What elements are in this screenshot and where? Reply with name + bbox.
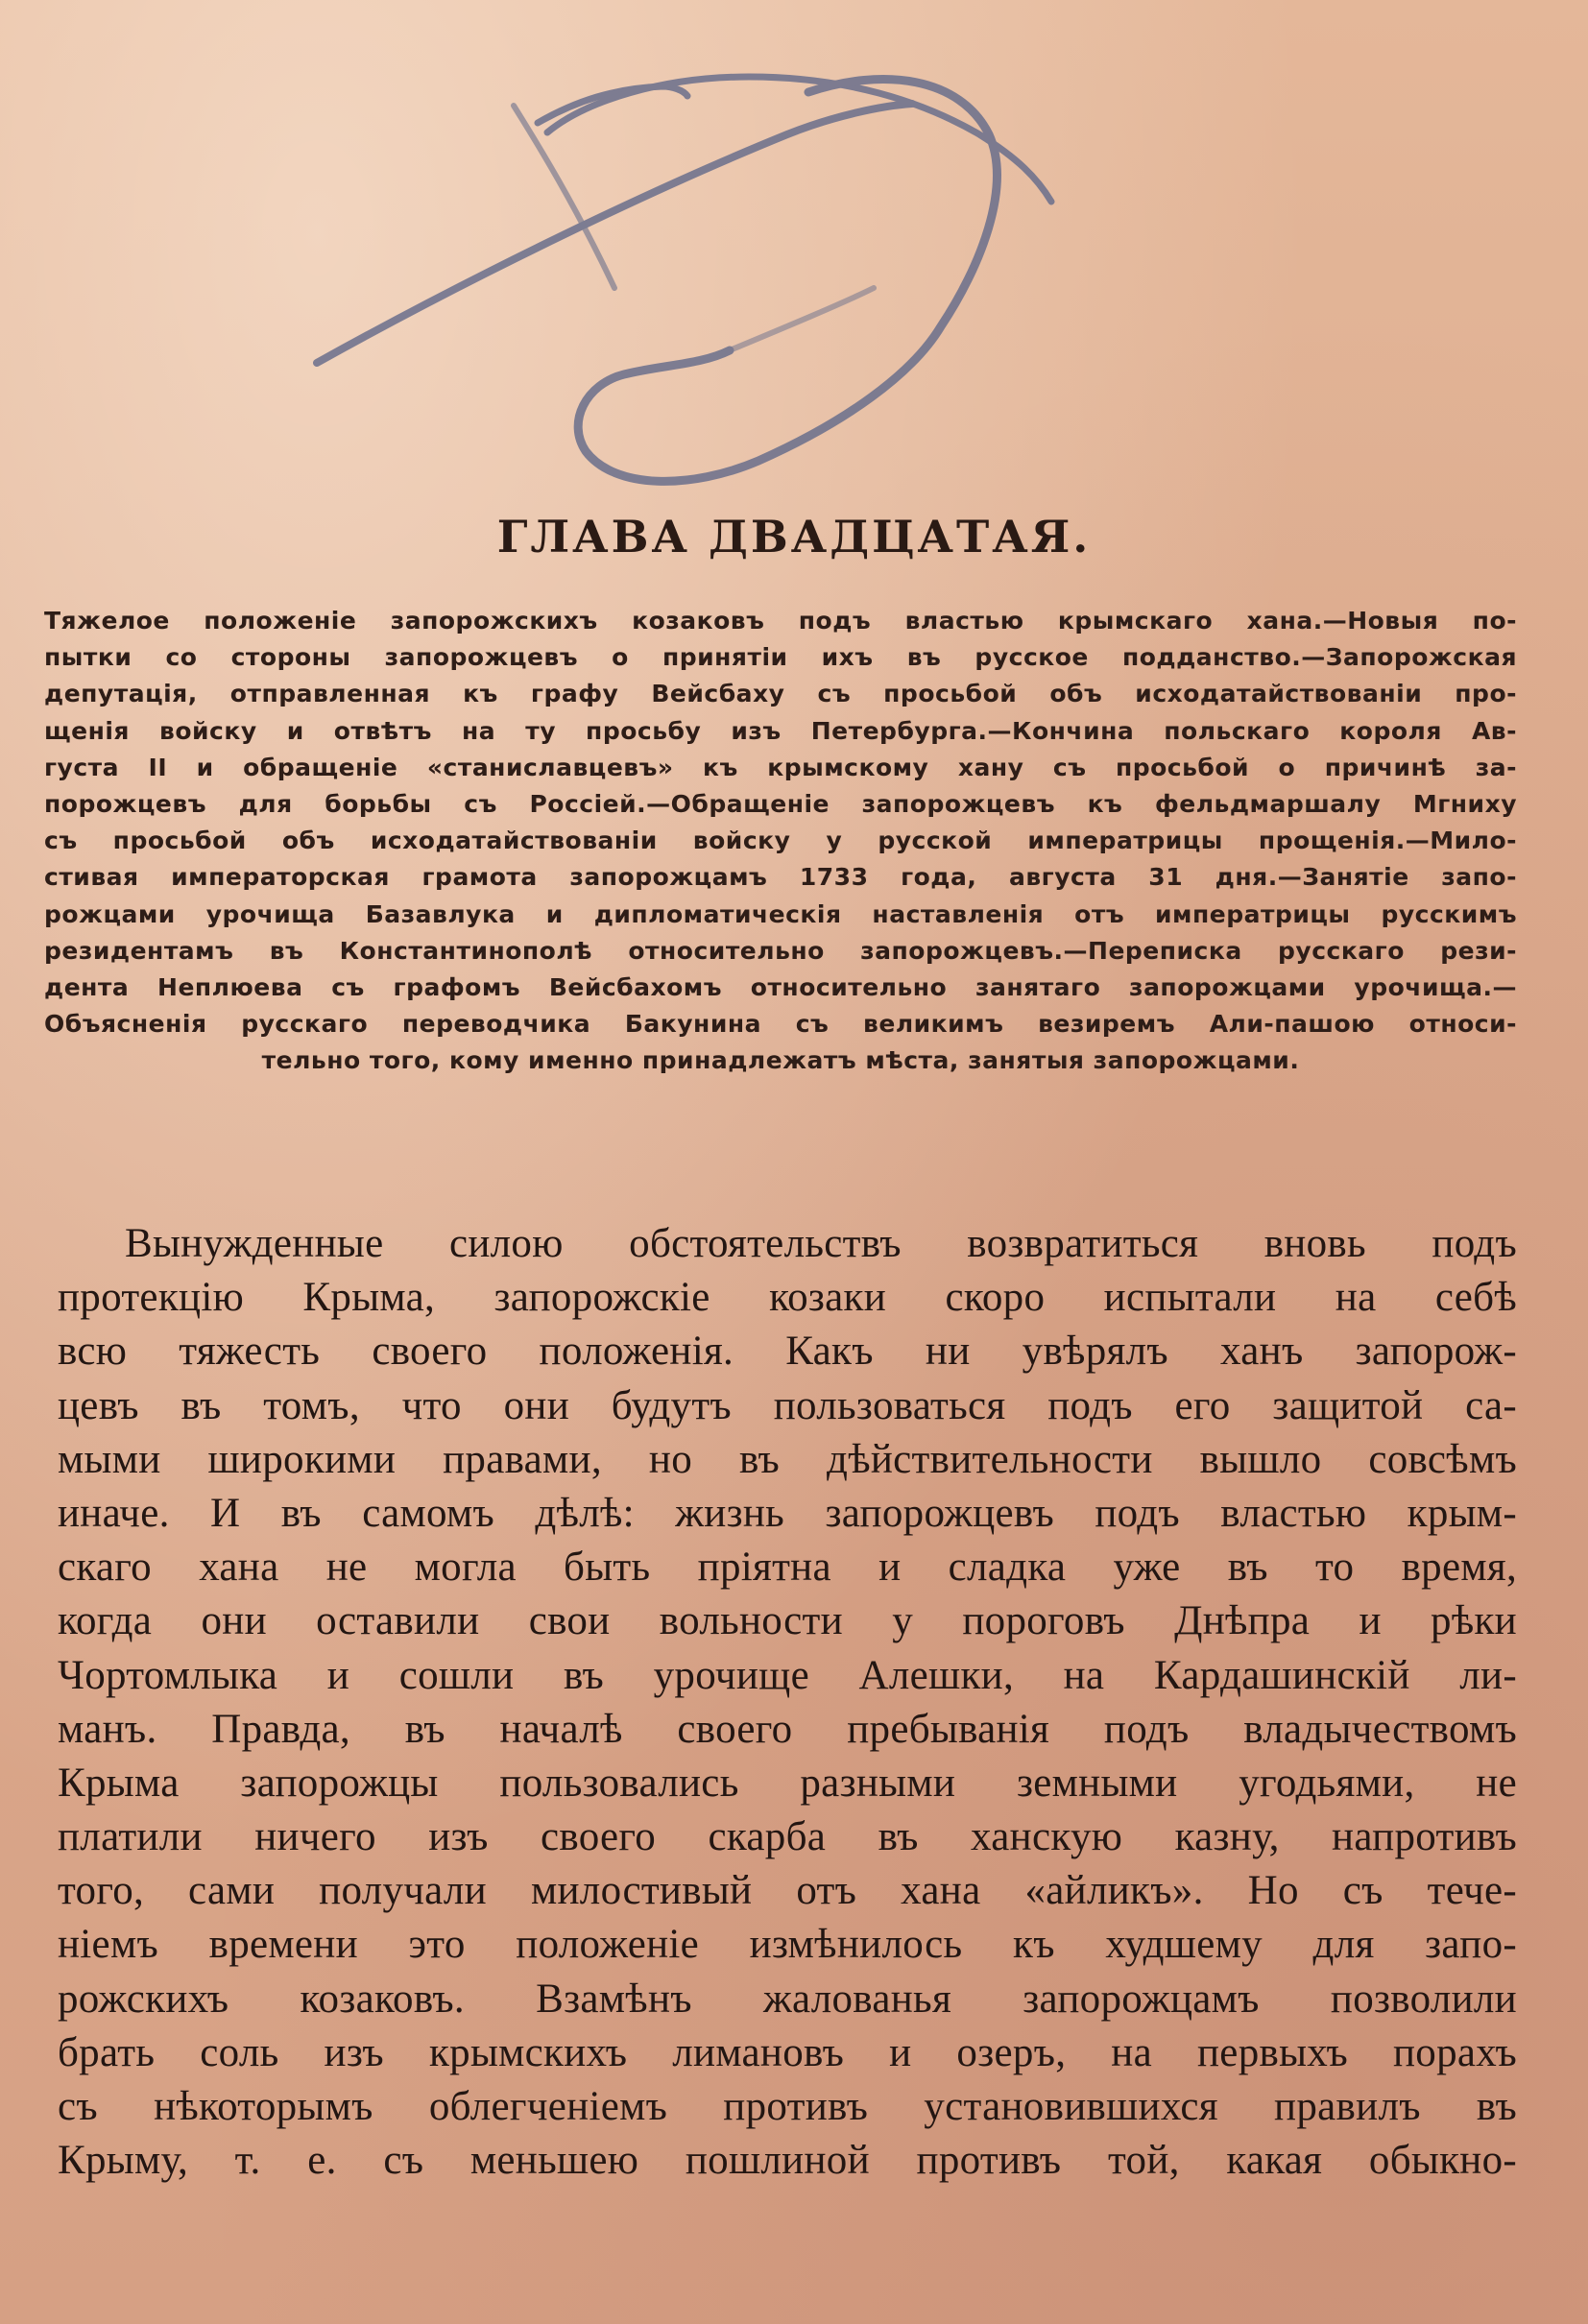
chapter-title: ГЛАВА ДВАДЦАТАЯ. xyxy=(496,511,1092,563)
summary-line: тельно того, кому именно принадлежатъ мѣста, занятыя запорожцами. xyxy=(261,1046,1300,1075)
body-line: платили ничего изъ своего скарба въ ханскую казну, напротивъ xyxy=(58,1814,1517,1860)
pencil-cross-stroke xyxy=(317,104,912,363)
body-line: съ нѣкоторымъ облегченiемъ противъ установившихся правилъ въ xyxy=(58,2084,1517,2129)
body-line: мыми широкими правами, но въ дѣйствительности вышло совсѣмъ xyxy=(58,1436,1517,1482)
summary-line: съ просьбой объ исходатайствованiи войску у русской императрицы прощенiя.—Мило- xyxy=(44,827,1517,855)
body-line: Вынужденные силою обстоятельствъ возвратиться вновь подъ xyxy=(125,1221,1517,1266)
body-line: цевъ въ томъ, что они будутъ пользоваться подъ его защитой са- xyxy=(58,1382,1517,1428)
summary-line: депутацiя, отправленная къ графу Вейсбаху съ просьбой объ исходатайствованiи про- xyxy=(44,680,1517,708)
pencil-digit-seven-stroke xyxy=(538,86,687,123)
pencil-loop-stroke xyxy=(547,77,1051,202)
summary-line: порожцевъ для борьбы съ Россiей.—Обращенiе запорожцевъ къ фельдмаршалу Мгниху xyxy=(44,789,1517,818)
pencil-digit-seven-stem xyxy=(514,106,614,288)
summary-line: стивая императорская грамота запорожцамъ 1733 года, августа 31 дня.—Занятiе запо- xyxy=(44,863,1517,892)
body-line: протекцiю Крыма, запорожскiе козаки скоро испытали на себѣ xyxy=(58,1275,1517,1321)
chapter-summary xyxy=(44,603,1517,1079)
body-line: брать соль изъ крымскихъ лимановъ и озеръ, на первыхъ порахъ xyxy=(58,2029,1517,2075)
body-line: скаго хана не могла быть прiятна и сладка уже въ то время, xyxy=(58,1545,1517,1591)
body-line: того, сами получали милостивый отъ хана «айликъ». Но съ тече- xyxy=(58,1868,1517,1914)
body-line: когда они оставили свои вольности у пороговъ Днѣпра и рѣки xyxy=(58,1598,1517,1644)
body-line: рожскихъ козаковъ. Взамѣнъ жалованья запорожцамъ позволили xyxy=(58,1976,1517,2022)
body-line: нiемъ времени это положенiе измѣнилось къ худшему для запо- xyxy=(58,1922,1517,1968)
body-line: манъ. Правда, въ началѣ своего пребыванiя подъ владычествомъ xyxy=(58,1706,1517,1752)
body-line: Чортомлыка и сошли въ урочище Алешки, на Кардашинскiй ли- xyxy=(58,1652,1517,1698)
pencil-digit-five-stroke xyxy=(578,80,997,482)
pencil-digit-five-tail xyxy=(730,288,874,350)
summary-line: рожцами урочища Базавлука и дипломатическiя наставленiя отъ императрицы русскимъ xyxy=(44,899,1517,928)
pencil-annotation xyxy=(0,0,1588,576)
summary-line: Объясненiя русскаго переводчика Бакунина съ великимъ везиремъ Али-пашою относи- xyxy=(44,1010,1517,1039)
summary-line: щенiя войску и отвѣтъ на ту просьбу изъ Петербурга.—Кончина польскаго короля Ав- xyxy=(44,716,1517,745)
summary-line: густа II и обращенiе «станиславцевъ» къ крымскому хану съ просьбой о причинѣ за- xyxy=(44,753,1517,781)
summary-line: Тяжелое положенiе запорожскихъ козаковъ подъ властью крымскаго хана.—Новыя по- xyxy=(44,607,1517,635)
body-text xyxy=(58,1217,1517,2188)
body-line: иначе. И въ самомъ дѣлѣ: жизнь запорожцевъ подъ властью крым- xyxy=(58,1490,1517,1536)
body-line: Крыму, т. е. съ меньшею пошлиной противъ той, какая обыкно- xyxy=(58,2138,1517,2184)
summary-line: резидентамъ въ Константинополѣ относительно запорожцевъ.—Переписка русскаго рези- xyxy=(44,936,1517,965)
body-line: всю тяжесть своего положенiя. Какъ ни увѣрялъ ханъ запорож- xyxy=(58,1329,1517,1375)
body-line: Крыма запорожцы пользовались разными земными угодьями, не xyxy=(58,1760,1517,1806)
summary-line: пытки со стороны запорожцевъ о принятiи ихъ въ русское подданство.—Запорожская xyxy=(44,643,1517,672)
summary-line: дента Неплюева съ графомъ Вейсбахомъ относительно занятаго запорожцами урочища.— xyxy=(44,972,1517,1001)
